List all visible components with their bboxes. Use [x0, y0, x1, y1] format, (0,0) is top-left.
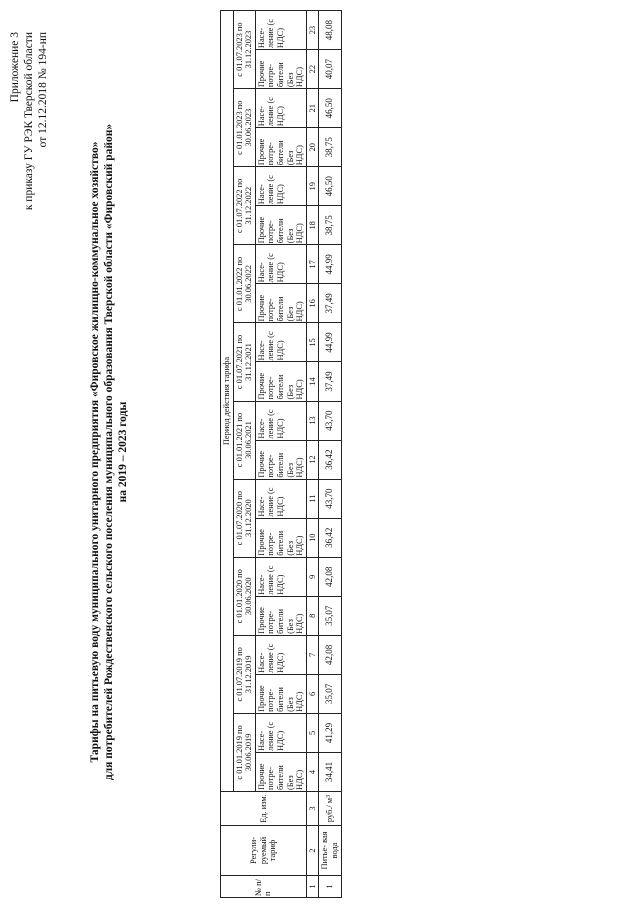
unit-text: руб./ м — [325, 797, 335, 823]
column-number: 17 — [306, 245, 319, 284]
sub-other-consumers: Прочие потре- бители (Без НДС) — [255, 362, 306, 401]
sub-other-consumers: Прочие потре- бители (Без НДС) — [255, 674, 306, 713]
sub-other-consumers: Прочие потре- бители (Без НДС) — [255, 50, 306, 89]
column-number: 8 — [306, 596, 319, 635]
table-header-consumers — [255, 11, 306, 898]
tariff-value: 37,49 — [319, 362, 341, 401]
sub-population: Насе- ление (с НДС) — [255, 635, 306, 674]
tariff-value: 38,75 — [319, 128, 341, 167]
tariff-value: 43,70 — [319, 401, 341, 440]
tariff-value: 36,42 — [319, 440, 341, 479]
tariff-value: 48,08 — [319, 11, 341, 50]
sub-other-consumers: Прочие потре- бители (Без НДС) — [255, 440, 306, 479]
period-6: с 01.07.2021 по 31.12.2021 — [233, 323, 255, 401]
title-line-3: на 2019 – 2023 годы — [117, 401, 129, 503]
column-number: 6 — [306, 674, 319, 713]
sub-population: Насе- ление (с НДС) — [255, 167, 306, 206]
sub-other-consumers: Прочие потре- бители (Без НДС) — [255, 206, 306, 245]
sub-other-consumers: Прочие потре- бители (Без НДС) — [255, 284, 306, 323]
column-number: 15 — [306, 323, 319, 362]
column-number: 14 — [306, 362, 319, 401]
column-number: 1 — [306, 876, 319, 898]
document-title — [88, 0, 130, 904]
tariff-value: 35,07 — [319, 596, 341, 635]
tariff-value: 41,29 — [319, 713, 341, 752]
column-number: 12 — [306, 440, 319, 479]
header-period: Период действия тарифа — [221, 11, 234, 792]
appendix-header — [8, 32, 50, 210]
tariff-table — [220, 10, 342, 898]
row-unit — [319, 792, 341, 826]
tariff-value: 44,99 — [319, 245, 341, 284]
tariff-value: 38,75 — [319, 206, 341, 245]
tariff-value: 43,70 — [319, 479, 341, 518]
tariff-value: 44,99 — [319, 323, 341, 362]
tariff-value: 42,08 — [319, 557, 341, 596]
sub-population: Насе- ление (с НДС) — [255, 713, 306, 752]
sub-population: Насе- ление (с НДС) — [255, 89, 306, 128]
column-number: 19 — [306, 167, 319, 206]
period-1: с 01.01.2019 по 30.06.2019 — [233, 713, 255, 791]
row-number: 1 — [319, 876, 341, 898]
column-number: 11 — [306, 479, 319, 518]
table-numbering-row — [306, 11, 319, 898]
sub-population: Насе- ление (с НДС) — [255, 401, 306, 440]
column-number: 2 — [306, 826, 319, 876]
tariff-value: 34,41 — [319, 752, 341, 791]
sub-other-consumers: Прочие потре- бители (Без НДС) — [255, 518, 306, 557]
column-number: 7 — [306, 635, 319, 674]
period-2: с 01.07.2019 по 31.12.2019 — [233, 635, 255, 713]
tariff-value: 40,07 — [319, 50, 341, 89]
column-number: 10 — [306, 518, 319, 557]
period-5: с 01.01.2021 по 30.06.2021 — [233, 401, 255, 479]
column-number: 9 — [306, 557, 319, 596]
sub-population: Насе- ление (с НДС) — [255, 323, 306, 362]
column-number: 21 — [306, 89, 319, 128]
sub-population: Насе- ление (с НДС) — [255, 557, 306, 596]
period-7: с 01.01.2022 по 30.06.2022 — [233, 245, 255, 323]
tariff-value: 46,50 — [319, 89, 341, 128]
header-unit: Ед. изм. — [221, 792, 307, 826]
title-line-1: Тарифы на питьевую воду муниципального унитарного предприятия «Фировское жилищно-коммунальное хозяйство» — [89, 141, 101, 763]
appendix-order-date: от 12.12.2018 № 194-нп — [37, 32, 49, 148]
period-4: с 01.07.2020 по 31.12.2020 — [233, 479, 255, 557]
appendix-number: Приложение 3 — [9, 32, 21, 103]
table-header-row-1 — [221, 11, 234, 898]
period-8: с 01.07.2022 по 31.12.2022 — [233, 167, 255, 245]
title-line-2: для потребителей Рождественского сельского поселения муниципального образования Тверской области «Фировский район» — [103, 123, 115, 781]
tariff-value: 46,50 — [319, 167, 341, 206]
sub-other-consumers: Прочие потре- бители (Без НДС) — [255, 128, 306, 167]
column-number: 23 — [306, 11, 319, 50]
tariff-value: 36,42 — [319, 518, 341, 557]
period-10: с 01.07.2023 по 31.12.2023 — [233, 11, 255, 89]
period-3: с 01.01.2020 по 30.06.2020 — [233, 557, 255, 635]
column-number: 4 — [306, 752, 319, 791]
column-number: 13 — [306, 401, 319, 440]
unit-superscript: 3 — [326, 794, 333, 798]
header-number: № п/ п — [221, 876, 307, 898]
tariff-value: 42,08 — [319, 635, 341, 674]
sub-population: Насе- ление (с НДС) — [255, 245, 306, 284]
tariff-value: 35,07 — [319, 674, 341, 713]
column-number: 3 — [306, 792, 319, 826]
column-number: 18 — [306, 206, 319, 245]
table-row — [319, 11, 341, 898]
column-number: 22 — [306, 50, 319, 89]
tariff-value: 37,49 — [319, 284, 341, 323]
sub-population: Насе- ление (с НДС) — [255, 479, 306, 518]
header-tariff: Регули- руемый тариф — [221, 826, 307, 876]
column-number: 5 — [306, 713, 319, 752]
sub-population: Насе- ление (с НДС) — [255, 11, 306, 50]
row-tariff: Питье- вая вода — [319, 826, 341, 876]
sub-other-consumers: Прочие потре- бители (Без НДС) — [255, 596, 306, 635]
appendix-order-ref: к приказу ГУ РЭК Тверской области — [23, 32, 35, 211]
period-9: с 01.01.2023 по 30.06.2023 — [233, 89, 255, 167]
table-header-periods — [233, 11, 255, 898]
column-number: 16 — [306, 284, 319, 323]
column-number: 20 — [306, 128, 319, 167]
sub-other-consumers: Прочие потре- бители (Без НДС) — [255, 752, 306, 791]
